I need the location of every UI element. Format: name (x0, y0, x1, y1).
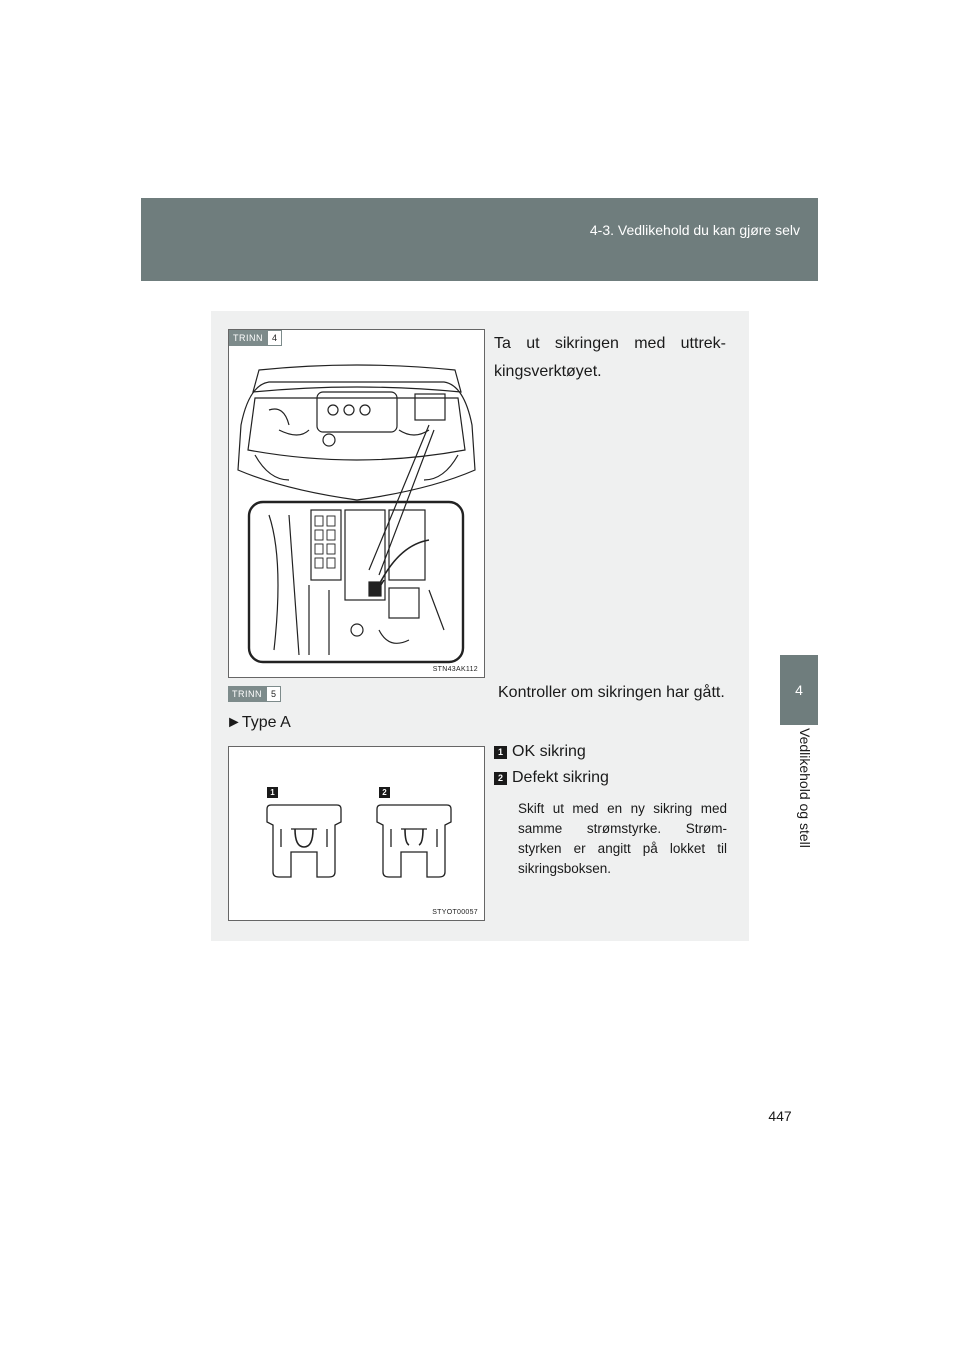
step-badge-word: TRINN (229, 330, 267, 346)
step-badge-word: TRINN (228, 686, 266, 702)
step-5-badge (228, 686, 281, 702)
legend-marker: 1 (494, 746, 507, 759)
legend-label: OK sikring (512, 743, 586, 760)
content-panel (211, 311, 749, 941)
page-number: 447 (768, 1108, 792, 1124)
fuse-illustration (229, 747, 484, 920)
figure-code: STN43AK112 (432, 666, 478, 673)
legend-label: Defekt sikring (512, 769, 609, 786)
engine-bay-illustration (229, 330, 484, 677)
legend-marker: 2 (494, 772, 507, 785)
fuse-figure (228, 746, 485, 921)
replacement-note: Skift ut med en ny sikring med samme strømstyrke. Strøm-styrken er angitt på lokket til sikringsboksen. (518, 801, 727, 876)
step-badge-number: 4 (267, 330, 282, 346)
step-5-instruction: Kontroller om sikringen har gått. (498, 684, 725, 701)
chapter-tab (780, 655, 818, 725)
legend-item-defect (494, 769, 609, 787)
legend-item-ok (494, 743, 586, 761)
step-badge-number: 5 (266, 686, 281, 702)
fuse-marker-1: 1 (267, 787, 278, 798)
fuse-marker-2: 2 (379, 787, 390, 798)
step-4-instruction: Ta ut sikringen med uttrek-kingsverktøyet. (494, 335, 726, 380)
chapter-number: 4 (795, 682, 803, 698)
engine-bay-figure (228, 329, 485, 678)
chapter-title: Vedlikehold og stell (797, 728, 813, 848)
section-header (141, 198, 818, 281)
section-title: 4-3. Vedlikehold du kan gjøre selv (589, 222, 800, 238)
figure-code: STYOT00057 (432, 909, 478, 916)
type-a-label: ►Type A (226, 714, 291, 731)
